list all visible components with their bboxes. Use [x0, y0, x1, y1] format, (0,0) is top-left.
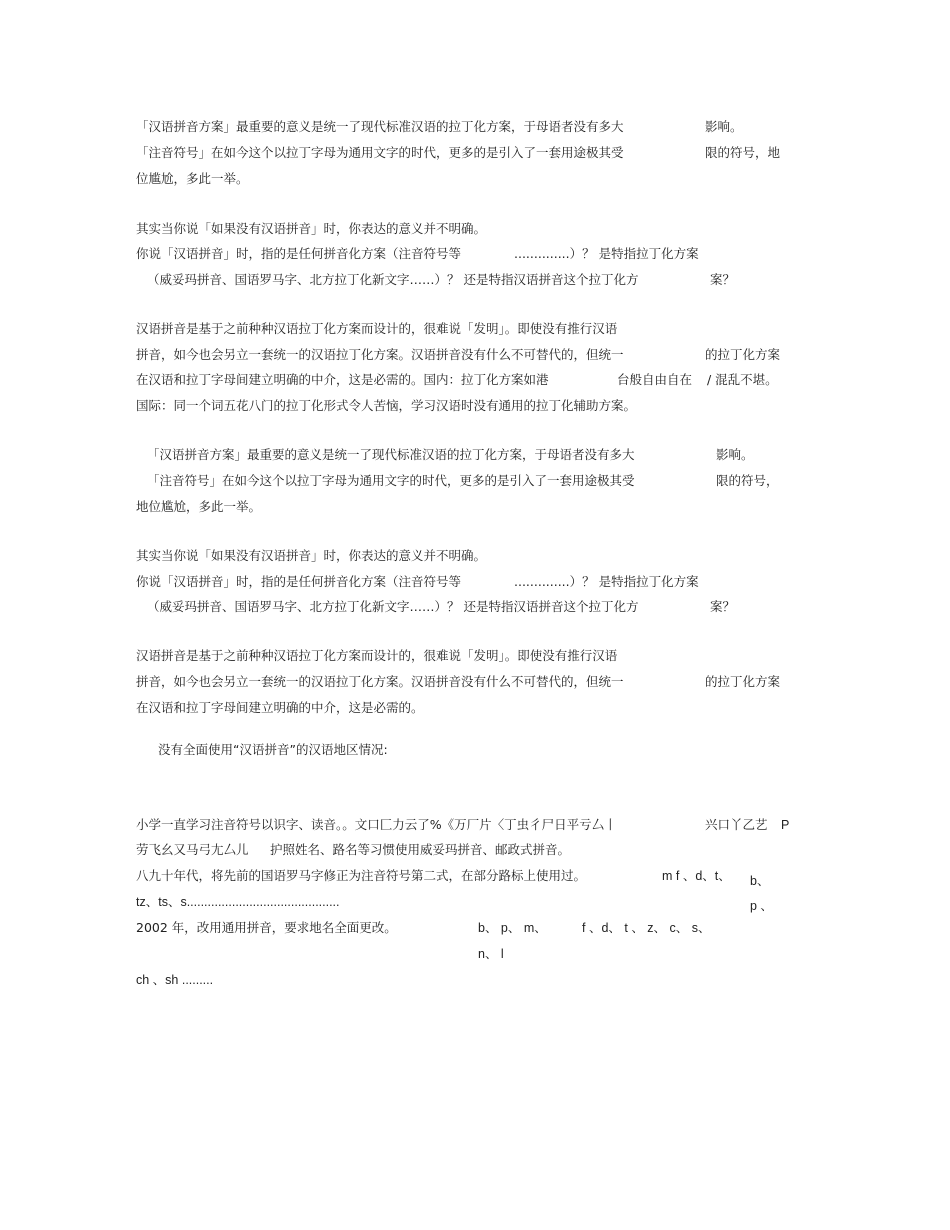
text-line: 兴口丫乙艺	[705, 817, 768, 832]
text-line: ..............）？ 是特指拉丁化方案	[514, 574, 699, 589]
text-line: 的拉丁化方案	[705, 347, 781, 362]
text-line: 拼音，如今也会另立一套统一的汉语拉丁化方案。汉语拼音没有什么不可替代的，但统一	[136, 347, 624, 362]
text-line: 你说「汉语拼音」时，指的是任何拼音化方案（注音符号等	[136, 246, 462, 261]
text-line: 限的符号，	[716, 473, 779, 488]
text-line: 案？	[710, 272, 736, 287]
text-line: 影响。	[705, 119, 743, 134]
text-line: 在汉语和拉丁字母间建立明确的中介，这是必需的。国内：拉丁化方案如港	[136, 372, 549, 387]
text-line: / 混乱不堪。	[707, 372, 778, 387]
text-line: p 、	[750, 899, 773, 913]
text-line: 其实当你说「如果没有汉语拼音」时，你表达的意义并不明确。	[136, 221, 487, 236]
text-line: 「汉语拼音方案」最重要的意义是统一了现代标准汉语的拉丁化方案，于母语者没有多大	[136, 119, 624, 134]
text-line: 「注音符号」在如今这个以拉丁字母为通用文字的时代，更多的是引入了一套用途极其受	[136, 145, 624, 160]
text-line: 汉语拼音是基于之前种种汉语拉丁化方案而设计的，很难说「发明」。即使没有推行汉语	[136, 648, 618, 663]
text-line: 台般自由自在	[617, 372, 693, 387]
text-line: 护照姓名、路名等习惯使用威妥玛拼音、邮政式拼音。	[270, 842, 571, 857]
text-line: 国际：同一个词五花八门的拉丁化形式令人苦恼，学习汉语时没有通用的拉丁化辅助方案。	[136, 398, 637, 413]
text-line: 八九十年代，将先前的国语罗马字修正为注音符号第二式，在部分路标上使用过。	[136, 868, 587, 883]
text-line: ..............）？ 是特指拉丁化方案	[514, 246, 699, 261]
text-line: 「注音符号」在如今这个以拉丁字母为通用文字的时代，更多的是引入了一套用途极其受	[147, 473, 635, 488]
text-line: 拼音，如今也会另立一套统一的汉语拉丁化方案。汉语拼音没有什么不可替代的，但统一	[136, 674, 624, 689]
text-line: 位尴尬，多此一举。	[136, 171, 249, 186]
text-line: b、	[750, 874, 770, 888]
text-line: 劳飞幺又马弓尢厶儿	[136, 842, 249, 857]
text-line: P	[781, 818, 790, 832]
text-line: 在汉语和拉丁字母间建立明确的中介，这是必需的。	[136, 700, 424, 715]
text-line: （威妥玛拼音、国语罗马字、北方拉丁化新文字……）？ 还是特指汉语拼音这个拉丁化方	[147, 599, 639, 614]
text-line: f 、d、 t 、 z、 c、 s、	[582, 921, 711, 935]
text-line: 「汉语拼音方案」最重要的意义是统一了现代标准汉语的拉丁化方案，于母语者没有多大	[147, 447, 635, 462]
text-line: 2002 年，改用通用拼音，要求地名全面更改。	[136, 920, 397, 935]
text-line: 案？	[710, 599, 736, 614]
text-line: 汉语拼音是基于之前种种汉语拉丁化方案而设计的，很难说「发明」。即使没有推行汉语	[136, 321, 618, 336]
text-line: b、 p、 m、	[478, 921, 547, 935]
text-line: tz、ts、s............................................	[136, 895, 340, 909]
text-line: 地位尴尬，多此一举。	[136, 499, 262, 514]
text-line: 影响。	[716, 447, 754, 462]
text-line: （威妥玛拼音、国语罗马字、北方拉丁化新文字……）？ 还是特指汉语拼音这个拉丁化方	[147, 272, 639, 287]
text-line: 的拉丁化方案	[705, 674, 781, 689]
text-line: 限的符号，地	[705, 145, 781, 160]
text-line: ch 、sh .........	[136, 973, 214, 987]
section-heading: 没有全面使用“汉语拼音”的汉语地区情况:	[158, 742, 388, 757]
text-line: n、 l	[478, 947, 504, 961]
text-line: 你说「汉语拼音」时，指的是任何拼音化方案（注音符号等	[136, 574, 462, 589]
text-line: 其实当你说「如果没有汉语拼音」时，你表达的意义并不明确。	[136, 548, 487, 563]
text-line: m f 、d、t、	[662, 869, 731, 883]
text-line: 小学一直学习注音符号以识字、读音。。文口匚力云了%《万厂片〈丁虫彳尸日平亏厶丨	[136, 817, 617, 832]
